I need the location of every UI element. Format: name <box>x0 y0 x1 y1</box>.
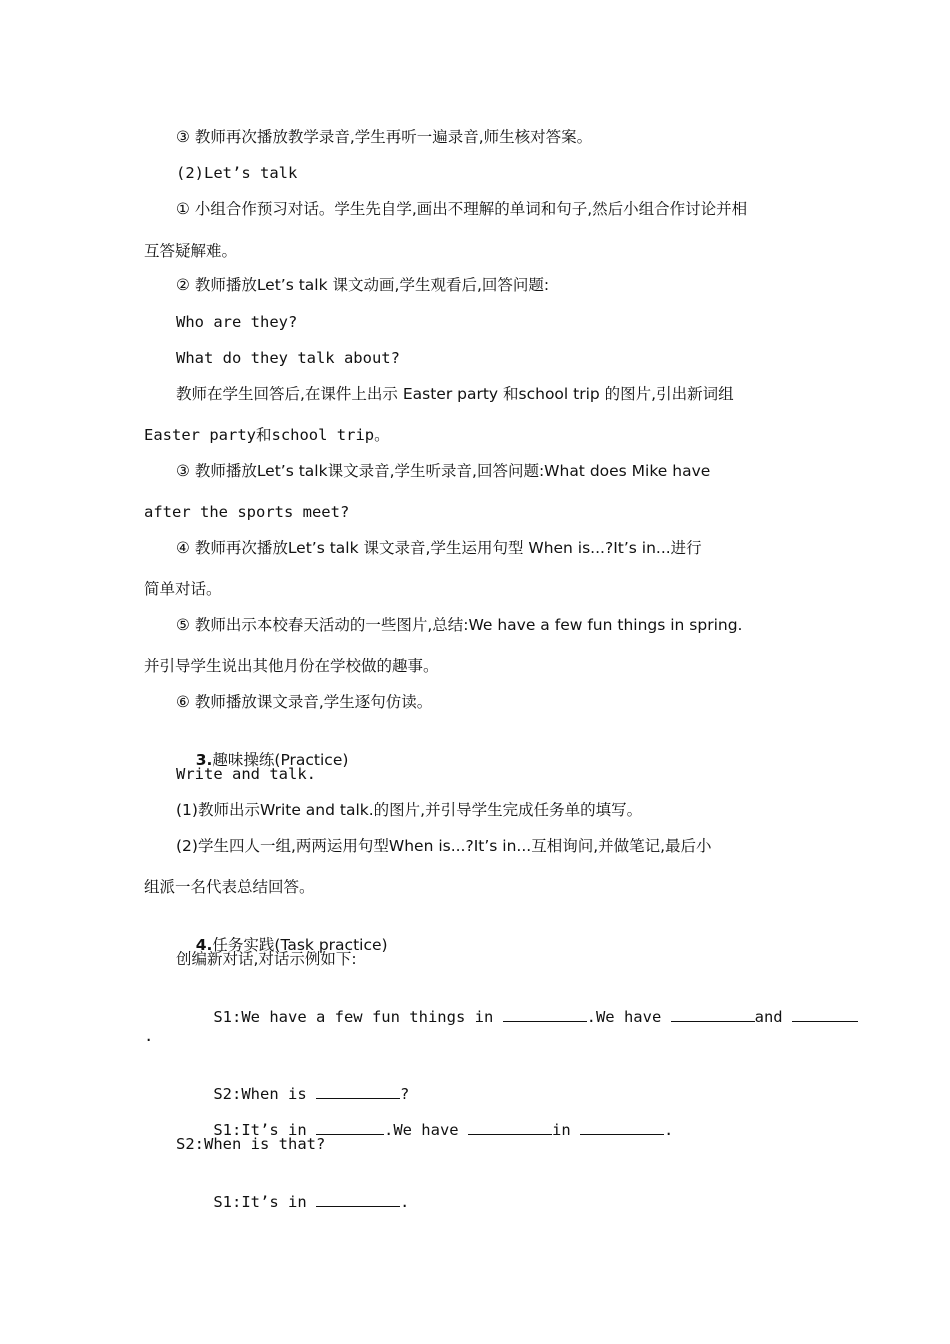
fill-blank[interactable] <box>792 1007 858 1022</box>
paragraph-line: 教师在学生回答后,在课件上出示 Easter party 和school trip 的图片,引出新词组 <box>176 385 734 403</box>
dialog-text: S1:It’s in <box>213 1121 316 1139</box>
paragraph-line: ③ 教师播放Let’s talk课文录音,学生听录音,回答问题:What does Mike have <box>176 462 711 480</box>
dialog-line: . <box>144 1027 154 1045</box>
fill-blank[interactable] <box>671 1007 755 1022</box>
dialog-line <box>176 984 858 1050</box>
dialog-text: .We have <box>586 1008 671 1026</box>
dialog-text: . <box>399 1193 410 1211</box>
paragraph-line: ④ 教师再次播放Let’s talk 课文录音,学生运用句型 When is...?It’s in...进行 <box>176 539 702 557</box>
paragraph-line: ⑥ 教师播放课文录音,学生逐句仿读。 <box>176 693 433 711</box>
section-number: 4. <box>195 936 213 954</box>
paragraph-line: Write and talk. <box>176 765 316 783</box>
fill-blank[interactable] <box>316 1120 384 1135</box>
section-heading: (2)Let’s talk <box>176 164 298 182</box>
paragraph-line: (2)学生四人一组,两两运用句型When is...?It’s in...互相询问,并做笔记,最后小 <box>176 837 712 855</box>
paragraph-line: 互答疑解难。 <box>144 242 238 260</box>
fill-blank[interactable] <box>503 1007 587 1022</box>
dialog-text: ? <box>399 1085 410 1103</box>
dialog-text: and <box>754 1008 792 1026</box>
paragraph-line: 并引导学生说出其他月份在学校做的趣事。 <box>144 657 439 675</box>
section-number: 3. <box>195 751 213 769</box>
fill-blank[interactable] <box>316 1192 400 1207</box>
paragraph-line: ③ 教师再次播放教学录音,学生再听一遍录音,师生核对答案。 <box>176 128 593 146</box>
dialog-text: .We have <box>383 1121 468 1139</box>
paragraph-line: ② 教师播放Let’s talk 课文动画,学生观看后,回答问题: <box>176 276 550 294</box>
dialog-text: S1:It’s in <box>213 1193 316 1211</box>
dialog-line: S2:When is that? <box>176 1135 326 1153</box>
paragraph-line: ⑤ 教师出示本校春天活动的一些图片,总结:We have a few fun things in spring. <box>176 616 743 634</box>
paragraph-line: 组派一名代表总结回答。 <box>144 878 315 896</box>
dialog-text: S1:We have a few fun things in <box>213 1008 503 1026</box>
dialog-text: in <box>551 1121 580 1139</box>
paragraph-line: after the sports meet? <box>144 503 350 521</box>
fill-blank[interactable] <box>580 1120 664 1135</box>
section-title: 趣味操练(Practice) <box>212 751 349 769</box>
dialog-text: S2:When is <box>213 1085 316 1103</box>
fill-blank[interactable] <box>468 1120 552 1135</box>
section-title: 任务实践(Task practice) <box>212 936 388 954</box>
question-line: What do they talk about? <box>176 349 400 367</box>
paragraph-line: ① 小组合作预习对话。学生先自学,画出不理解的单词和句子,然后小组合作讨论并相 <box>176 200 748 218</box>
paragraph-line: 创编新对话,对话示例如下: <box>176 950 357 968</box>
paragraph-line: 简单对话。 <box>144 580 222 598</box>
dialog-text: . <box>663 1121 674 1139</box>
paragraph-line: Easter party和school trip。 <box>144 426 390 444</box>
dialog-line <box>176 1169 409 1235</box>
paragraph-line: (1)教师出示Write and talk.的图片,并引导学生完成任务单的填写。 <box>176 801 643 819</box>
question-line: Who are they? <box>176 313 298 331</box>
